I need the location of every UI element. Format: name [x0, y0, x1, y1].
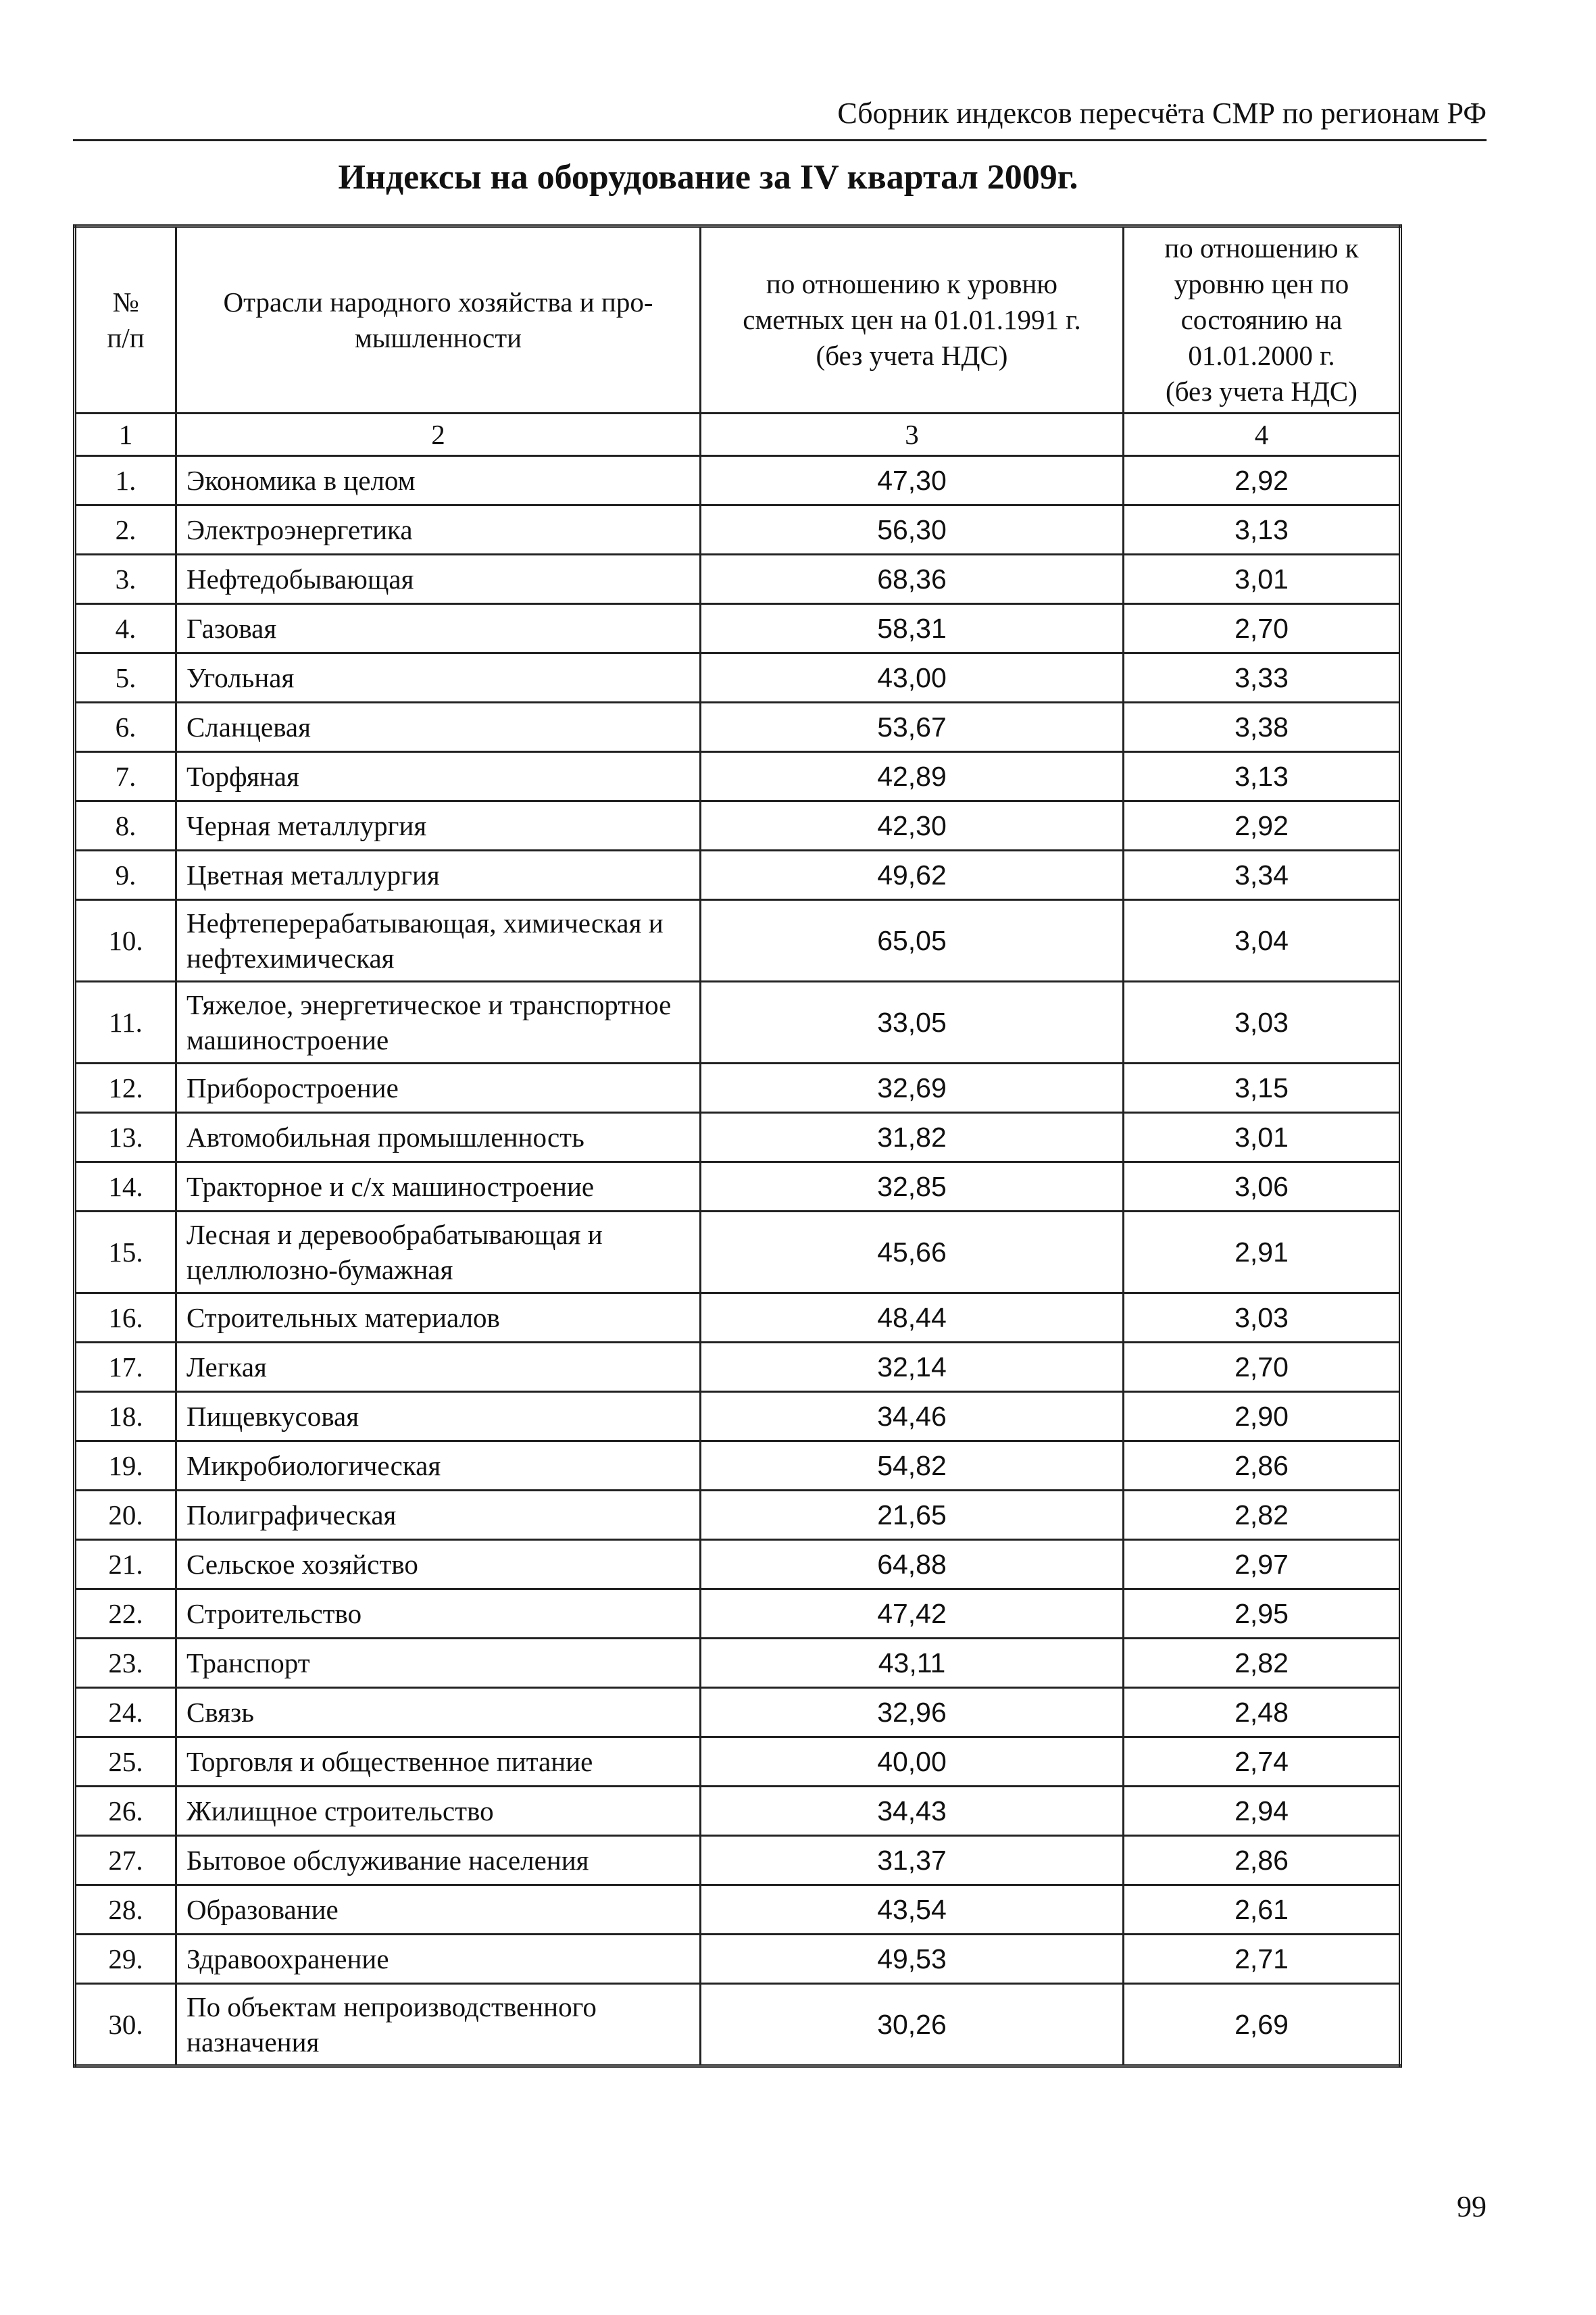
index-2000-cell: 2,86 [1124, 1836, 1401, 1885]
index-2000-cell: 2,61 [1124, 1885, 1401, 1935]
table-row [75, 1064, 1401, 1113]
row-number-cell: 29. [75, 1935, 176, 1984]
table-row [75, 604, 1401, 653]
table-row [75, 1935, 1401, 1984]
table-header-row [75, 226, 1401, 414]
index-2000-cell: 3,03 [1124, 1293, 1401, 1343]
index-1991-cell: 32,14 [701, 1343, 1124, 1392]
index-1991-cell: 47,42 [701, 1589, 1124, 1639]
index-2000-cell: 3,34 [1124, 851, 1401, 900]
table-row [75, 752, 1401, 801]
row-number-cell: 13. [75, 1113, 176, 1162]
table-row [75, 1737, 1401, 1787]
table-row [75, 1343, 1401, 1392]
industry-name-cell: Строительных материалов [176, 1293, 701, 1343]
industry-name-cell: Черная металлургия [176, 801, 701, 851]
row-number-cell: 9. [75, 851, 176, 900]
row-number-cell: 15. [75, 1212, 176, 1293]
row-number-cell: 19. [75, 1441, 176, 1491]
table-row [75, 1688, 1401, 1737]
row-number-cell: 7. [75, 752, 176, 801]
index-2000-cell: 3,13 [1124, 505, 1401, 555]
header-industry: Отрасли народного хозяйства и про- мышленности [176, 226, 701, 414]
column-number-row [75, 414, 1401, 456]
row-number-cell: 23. [75, 1639, 176, 1688]
industry-name-cell: Сельское хозяйство [176, 1540, 701, 1589]
table-row [75, 505, 1401, 555]
industry-name-cell: Здравоохранение [176, 1935, 701, 1984]
industry-name-cell: Полиграфическая [176, 1491, 701, 1540]
index-2000-cell: 2,92 [1124, 801, 1401, 851]
index-1991-cell: 42,89 [701, 752, 1124, 801]
industry-name-cell: Транспорт [176, 1639, 701, 1688]
index-2000-cell: 2,82 [1124, 1639, 1401, 1688]
document-title: Индексы на оборудование за IV квартал 2009г. [338, 158, 1078, 197]
index-2000-cell: 2,94 [1124, 1787, 1401, 1836]
index-1991-cell: 65,05 [701, 900, 1124, 982]
index-2000-cell: 3,38 [1124, 703, 1401, 752]
index-1991-cell: 43,00 [701, 653, 1124, 703]
row-number-cell: 21. [75, 1540, 176, 1589]
table-row [75, 1540, 1401, 1589]
index-2000-cell: 3,33 [1124, 653, 1401, 703]
table-row [75, 1162, 1401, 1212]
row-number-cell: 6. [75, 703, 176, 752]
industry-name-cell: Образование [176, 1885, 701, 1935]
header-number: № п/п [75, 226, 176, 414]
column-number: 3 [701, 414, 1124, 456]
table-row [75, 1491, 1401, 1540]
industry-name-cell: Автомобильная промышленность [176, 1113, 701, 1162]
index-2000-cell: 2,69 [1124, 1984, 1401, 2066]
index-1991-cell: 56,30 [701, 505, 1124, 555]
table-row [75, 1885, 1401, 1935]
index-1991-cell: 49,62 [701, 851, 1124, 900]
industry-name-cell: Цветная металлургия [176, 851, 701, 900]
index-1991-cell: 31,82 [701, 1113, 1124, 1162]
column-number: 4 [1124, 414, 1401, 456]
index-2000-cell: 2,91 [1124, 1212, 1401, 1293]
row-number-cell: 3. [75, 555, 176, 604]
table-row [75, 703, 1401, 752]
index-2000-cell: 2,95 [1124, 1589, 1401, 1639]
table-row [75, 1787, 1401, 1836]
table-row [75, 801, 1401, 851]
page-number: 99 [1457, 2190, 1487, 2223]
index-1991-cell: 42,30 [701, 801, 1124, 851]
row-number-cell: 5. [75, 653, 176, 703]
index-1991-cell: 53,67 [701, 703, 1124, 752]
row-number-cell: 10. [75, 900, 176, 982]
table-row [75, 900, 1401, 982]
index-2000-cell: 2,86 [1124, 1441, 1401, 1491]
index-1991-cell: 54,82 [701, 1441, 1124, 1491]
industry-name-cell: Тяжелое, энергетическое и транспортное машиностроение [176, 982, 701, 1064]
index-1991-cell: 32,69 [701, 1064, 1124, 1113]
industry-name-cell: Строительство [176, 1589, 701, 1639]
index-1991-cell: 30,26 [701, 1984, 1124, 2066]
table-row [75, 1984, 1401, 2066]
row-number-cell: 28. [75, 1885, 176, 1935]
industry-name-cell: Нефтеперерабатывающая, химическая и нефтехимическая [176, 900, 701, 982]
index-1991-cell: 45,66 [701, 1212, 1124, 1293]
table-row [75, 555, 1401, 604]
index-1991-cell: 40,00 [701, 1737, 1124, 1787]
column-number: 2 [176, 414, 701, 456]
table-row [75, 1392, 1401, 1441]
industry-name-cell: Нефтедобывающая [176, 555, 701, 604]
table-body [75, 456, 1401, 2066]
header-index-2000: по отношению к уровню цен по состоянию на 01.01.2000 г. (без учета НДС) [1124, 226, 1401, 414]
row-number-cell: 24. [75, 1688, 176, 1737]
industry-name-cell: Тракторное и с/х машиностроение [176, 1162, 701, 1212]
row-number-cell: 27. [75, 1836, 176, 1885]
industry-name-cell: Легкая [176, 1343, 701, 1392]
industry-name-cell: Жилищное строительство [176, 1787, 701, 1836]
index-1991-cell: 34,43 [701, 1787, 1124, 1836]
index-2000-cell: 3,01 [1124, 555, 1401, 604]
index-1991-cell: 49,53 [701, 1935, 1124, 1984]
index-2000-cell: 2,92 [1124, 456, 1401, 505]
index-1991-cell: 58,31 [701, 604, 1124, 653]
industry-name-cell: Экономика в целом [176, 456, 701, 505]
table-row [75, 982, 1401, 1064]
index-2000-cell: 3,01 [1124, 1113, 1401, 1162]
index-2000-cell: 3,04 [1124, 900, 1401, 982]
row-number-cell: 18. [75, 1392, 176, 1441]
row-number-cell: 8. [75, 801, 176, 851]
table-row [75, 1113, 1401, 1162]
row-number-cell: 12. [75, 1064, 176, 1113]
table-row [75, 1441, 1401, 1491]
index-2000-cell: 3,15 [1124, 1064, 1401, 1113]
row-number-cell: 1. [75, 456, 176, 505]
index-2000-cell: 2,82 [1124, 1491, 1401, 1540]
row-number-cell: 11. [75, 982, 176, 1064]
index-2000-cell: 2,71 [1124, 1935, 1401, 1984]
index-1991-cell: 48,44 [701, 1293, 1124, 1343]
industry-name-cell: Угольная [176, 653, 701, 703]
index-2000-cell: 2,70 [1124, 1343, 1401, 1392]
index-1991-cell: 43,54 [701, 1885, 1124, 1935]
table-row [75, 1293, 1401, 1343]
table-row [75, 1639, 1401, 1688]
table-row [75, 851, 1401, 900]
index-2000-cell: 3,13 [1124, 752, 1401, 801]
row-number-cell: 26. [75, 1787, 176, 1836]
row-number-cell: 4. [75, 604, 176, 653]
index-1991-cell: 21,65 [701, 1491, 1124, 1540]
industry-name-cell: Лесная и деревообрабатывающая и целлюлозно-бумажная [176, 1212, 701, 1293]
table-row [75, 456, 1401, 505]
row-number-cell: 20. [75, 1491, 176, 1540]
industry-name-cell: Пищевкусовая [176, 1392, 701, 1441]
row-number-cell: 22. [75, 1589, 176, 1639]
industry-name-cell: По объектам непроизводственного назначения [176, 1984, 701, 2066]
industry-name-cell: Приборостроение [176, 1064, 701, 1113]
industry-name-cell: Связь [176, 1688, 701, 1737]
indices-table [73, 224, 1402, 2068]
index-1991-cell: 33,05 [701, 982, 1124, 1064]
row-number-cell: 17. [75, 1343, 176, 1392]
column-number: 1 [75, 414, 176, 456]
row-number-cell: 2. [75, 505, 176, 555]
header-index-1991: по отношению к уровню сметных цен на 01.01.1991 г. (без учета НДС) [701, 226, 1124, 414]
row-number-cell: 16. [75, 1293, 176, 1343]
index-2000-cell: 3,06 [1124, 1162, 1401, 1212]
index-2000-cell: 2,74 [1124, 1737, 1401, 1787]
row-number-cell: 30. [75, 1984, 176, 2066]
table-row [75, 1212, 1401, 1293]
table-row [75, 1589, 1401, 1639]
index-2000-cell: 3,03 [1124, 982, 1401, 1064]
table-row [75, 1836, 1401, 1885]
index-1991-cell: 31,37 [701, 1836, 1124, 1885]
index-2000-cell: 2,97 [1124, 1540, 1401, 1589]
running-header: Сборник индексов пересчёта СМР по регионам РФ [73, 93, 1487, 141]
industry-name-cell: Торфяная [176, 752, 701, 801]
industry-name-cell: Бытовое обслуживание населения [176, 1836, 701, 1885]
index-1991-cell: 68,36 [701, 555, 1124, 604]
industry-name-cell: Торговля и общественное питание [176, 1737, 701, 1787]
index-1991-cell: 43,11 [701, 1639, 1124, 1688]
row-number-cell: 14. [75, 1162, 176, 1212]
index-1991-cell: 64,88 [701, 1540, 1124, 1589]
industry-name-cell: Газовая [176, 604, 701, 653]
industry-name-cell: Микробиологическая [176, 1441, 701, 1491]
row-number-cell: 25. [75, 1737, 176, 1787]
index-2000-cell: 2,90 [1124, 1392, 1401, 1441]
table-row [75, 653, 1401, 703]
industry-name-cell: Электроэнергетика [176, 505, 701, 555]
index-2000-cell: 2,70 [1124, 604, 1401, 653]
index-1991-cell: 32,85 [701, 1162, 1124, 1212]
index-1991-cell: 47,30 [701, 456, 1124, 505]
index-1991-cell: 32,96 [701, 1688, 1124, 1737]
index-1991-cell: 34,46 [701, 1392, 1124, 1441]
industry-name-cell: Сланцевая [176, 703, 701, 752]
index-2000-cell: 2,48 [1124, 1688, 1401, 1737]
